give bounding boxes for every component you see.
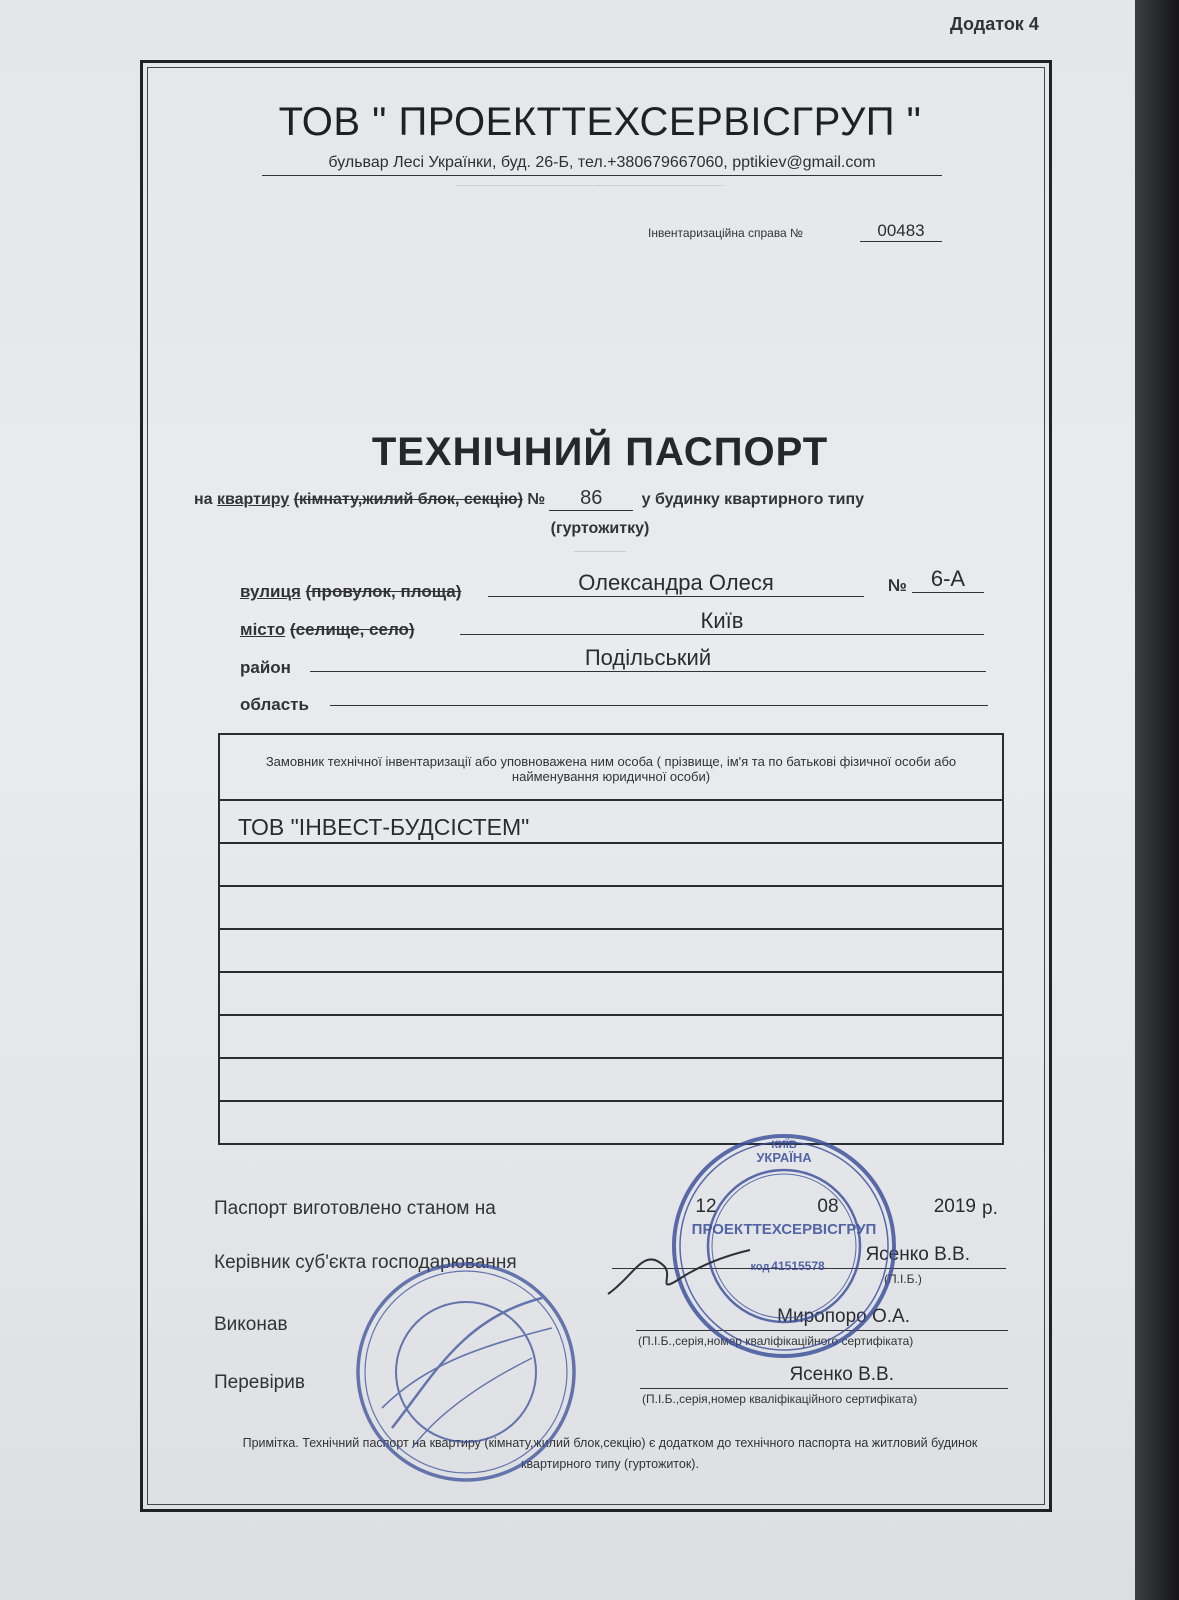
organization-address: бульвар Лесі Українки, буд. 26-Б, тел.+380679667060, pptikiev@gmail.com [262, 154, 942, 176]
strike-through-note: ·························· [574, 549, 626, 555]
object-prefix: на [194, 491, 213, 508]
city-value: Київ [460, 608, 984, 635]
apartment-number: 86 [549, 487, 633, 511]
object-line [194, 487, 864, 511]
checker-label: Перевірив [214, 1372, 305, 1393]
street-label-selected: вулиця [240, 582, 301, 601]
city-label-struck: (селище, село) [289, 620, 415, 639]
handwritten-signature [604, 1236, 754, 1306]
customer-table-header: Замовник технічної інвентаризації або уповноважена ним особа ( прізвище, ім'я та по батькові фізичної особи або найменування юридичної особи) [220, 735, 1002, 801]
performer-label: Виконав [214, 1314, 288, 1335]
table-row [220, 1016, 1002, 1059]
performer-name: Миропоро О.А. [777, 1306, 910, 1327]
registration-fine-print: ········································································································································· [455, 183, 725, 189]
date-suffix: р. [982, 1198, 998, 1219]
date-year: 2019 [933, 1196, 976, 1217]
table-row [220, 973, 1002, 1016]
head-label: Керівник суб'єкта господарювання [214, 1252, 517, 1273]
region-value [330, 681, 988, 706]
checker-caption: (П.І.Б.,серія,номер кваліфікаційного сертифіката) [642, 1392, 918, 1406]
date-month: 08 [817, 1196, 839, 1217]
object-number-sign: № [527, 491, 546, 508]
stamp-code: 41515578 [771, 1259, 825, 1273]
inventory-case-label: Інвентаризаційна справа № [648, 226, 803, 240]
footnote: Примітка. Технічний паспорт на квартиру (кімнату,жилий блок,секцію) є додатком до технічного паспорта на житловий будинок квартирного типу (гуртожиток). [242, 1436, 978, 1472]
stamp-org-name: ПРОЕКТТЕХСЕРВІСГРУП [691, 1221, 877, 1238]
house-number-sign: № [888, 576, 907, 595]
object-kind-struck: (кімнату,жилий блок, секцію) [293, 491, 523, 508]
checker-signature-line [640, 1388, 1008, 1389]
district-value: Подільський [310, 645, 986, 672]
city-label [240, 620, 415, 640]
customer-table [218, 733, 1004, 1145]
background-edge [1135, 0, 1179, 1600]
stamp-code-label: код [750, 1261, 770, 1273]
date-label: Паспорт виготовлено станом на [214, 1198, 496, 1219]
annex-label: Додаток 4 [950, 14, 1039, 34]
organization-name: ТОВ " ПРОЕКТТЕХСЕРВІСГРУП " [278, 100, 922, 144]
table-row [220, 930, 1002, 973]
stamp-country: УКРАЇНА [756, 1150, 812, 1165]
table-row [220, 887, 1002, 930]
hostel-label: (гуртожитку) [550, 520, 650, 537]
head-name: Ясенко В.В. [865, 1244, 970, 1265]
district-label: район [240, 658, 291, 677]
checker-name: Ясенко В.В. [789, 1364, 894, 1385]
stamp-city: КИЇВ [771, 1139, 797, 1151]
house-number: 6-А [912, 566, 984, 593]
date-day: 12 [695, 1196, 717, 1217]
region-label: область [240, 695, 309, 714]
table-row [220, 1059, 1002, 1102]
table-row [220, 844, 1002, 887]
performer-caption: (П.І.Б.,серія,номер кваліфікаційного сертифіката) [638, 1334, 914, 1348]
street-label-struck: (провулок, площа) [305, 582, 462, 601]
head-caption: (П.І.Б.) [884, 1272, 922, 1286]
street-label [240, 582, 461, 602]
object-kind-selected: квартиру [217, 491, 290, 508]
table-row: ТОВ "ІНВЕСТ-БУДСІСТЕМ" [220, 801, 1002, 844]
street-value: Олександра Олеся [488, 570, 864, 597]
inventory-case-number: 00483 [860, 221, 942, 242]
object-suffix: у будинку квартирного типу [641, 491, 865, 508]
document-title: ТЕХНІЧНИЙ ПАСПОРТ [371, 430, 829, 474]
registry-seal-stamp [352, 1258, 580, 1486]
city-label-selected: місто [240, 620, 286, 639]
